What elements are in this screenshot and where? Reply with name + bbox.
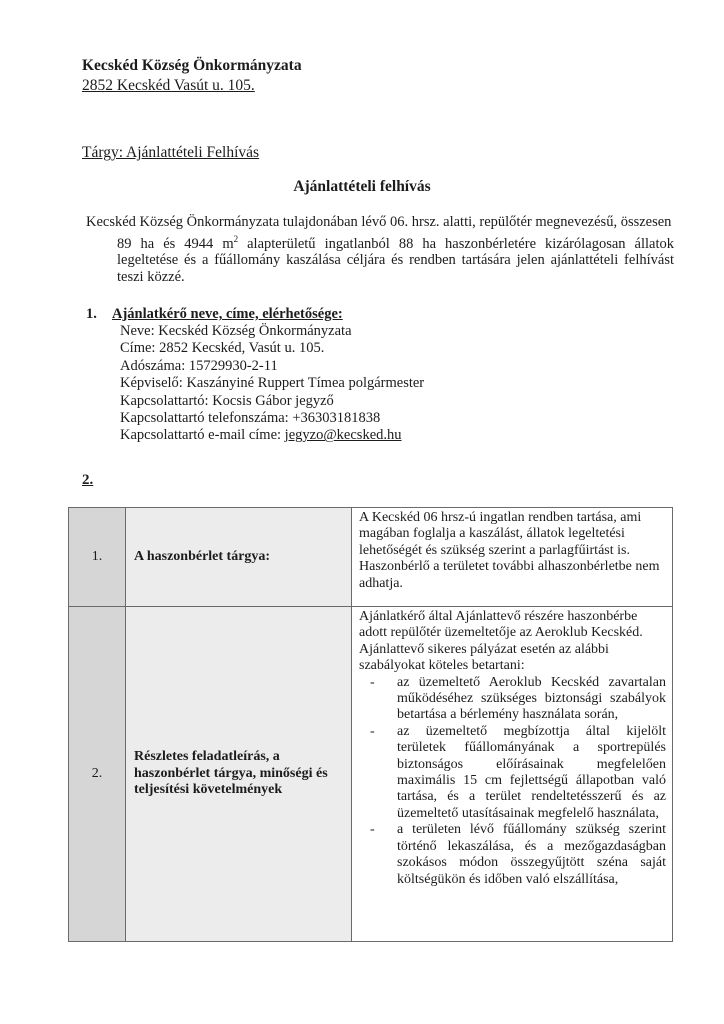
list-item [359, 675, 666, 724]
contact-details [120, 323, 424, 445]
section-number: 1. [86, 306, 97, 322]
organization-address: 2852 Kecskéd Vasút u. 105. [82, 77, 255, 94]
intro-continuation [86, 231, 674, 286]
row-content: A Kecskéd 06 hrsz-ú ingatlan rendben tartása, ami magában foglalja a kaszálást, állatok legeltetési lehetőségét és szükség szerint a parlagfűirtást is. Haszonbérlő a területet további alhaszonbérletbe nem adhatja. [352, 508, 673, 607]
list-item-text: a területen lévő fűállomány szükség szerint történő lekaszálása, és a mezőgazdaságban szokásos módon összegyűjtött széna saját költségükön és időben való elszállítása, [397, 822, 666, 887]
list-item-text: az üzemeltető Aeroklub Kecskéd zavartalan működéséhez szükséges biztonsági szabályok betartása a bérlemény használata során, [397, 674, 666, 723]
contact-person: Kapcsolattartó: Kocsis Gábor jegyző [120, 392, 334, 409]
section-2-number: 2. [82, 472, 94, 488]
row-label: Részletes feladatleírás, a haszonbérlet tárgya, minőségi és teljesítési követelmények [126, 607, 352, 942]
contact-name: Neve: Kecskéd Község Önkormányzata [120, 323, 352, 339]
intro-area-text: 89 ha és 4944 m [117, 235, 234, 252]
dash-bullet-icon: - [370, 723, 375, 739]
superscript: 2 [233, 233, 239, 244]
email-label: Kapcsolattartó e-mail címe: [120, 427, 285, 444]
list-item [359, 724, 666, 822]
organization-name: Kecskéd Község Önkormányzata [82, 57, 302, 74]
email-link[interactable]: jegyzo@kecsked.hu [284, 427, 402, 444]
requirements-table [68, 507, 673, 942]
list-item-text: az üzemeltető megbízottja által kijelölt területek fűállományának a sportrepülés biztonságos előírásainak megfelelően maximális 15 cm fejlettségű állapotban való tartása, és a terület rendeltetésszerű és az üzemeltető utasításainak megfelelő használata, [397, 723, 666, 821]
contact-representative: Képviselő: Kaszányiné Ruppert Tímea polgármester [120, 375, 425, 392]
table-row [69, 607, 673, 942]
section-title: Ajánlatkérő neve, címe, elérhetősége: [112, 306, 343, 322]
dash-bullet-icon: - [370, 674, 375, 690]
list-item [359, 822, 666, 888]
intro-first-line: Kecskéd Község Önkormányzata tulajdonában lévő 06. hrsz. alatti, repülőtér megnevezésű, összesen [86, 214, 672, 230]
rules-list [359, 675, 666, 888]
row-intro-text: Ajánlatkérő által Ajánlattevő részére haszonbérbe adott repülőtér üzemeltetője az Aeroklub Kecskéd. Ajánlattevő sikeres pályázat esetén az alábbi szabályokat köteles betartani: [359, 609, 643, 674]
contact-address: Címe: 2852 Kecskéd, Vasút u. 105. [120, 340, 325, 357]
subject-line: Tárgy: Ajánlattételi Felhívás [82, 144, 260, 161]
row-number: 2. [69, 607, 126, 942]
section-1-heading [86, 306, 343, 323]
contact-phone: Kapcsolattartó telefonszáma: +36303181838 [120, 410, 381, 427]
contact-tax-number: Adószáma: 15729930-2-11 [120, 357, 278, 374]
document-title: Ajánlattételi felhívás [293, 178, 431, 195]
row-number: 1. [69, 508, 126, 607]
table-row [69, 508, 673, 607]
dash-bullet-icon: - [370, 822, 375, 838]
contact-email-line [120, 427, 424, 444]
row-label: A haszonbérlet tárgya: [126, 508, 352, 607]
intro-paragraph [86, 214, 674, 286]
intro-remaining-text: alapterületű ingatlanból 88 ha haszonbérletére kizárólagosan állatok legeltetése és a fűállomány kaszálása céljára és rendben tartására jelen ajánlattételi felhívást teszi közzé. [117, 235, 675, 286]
row-content [352, 607, 673, 942]
